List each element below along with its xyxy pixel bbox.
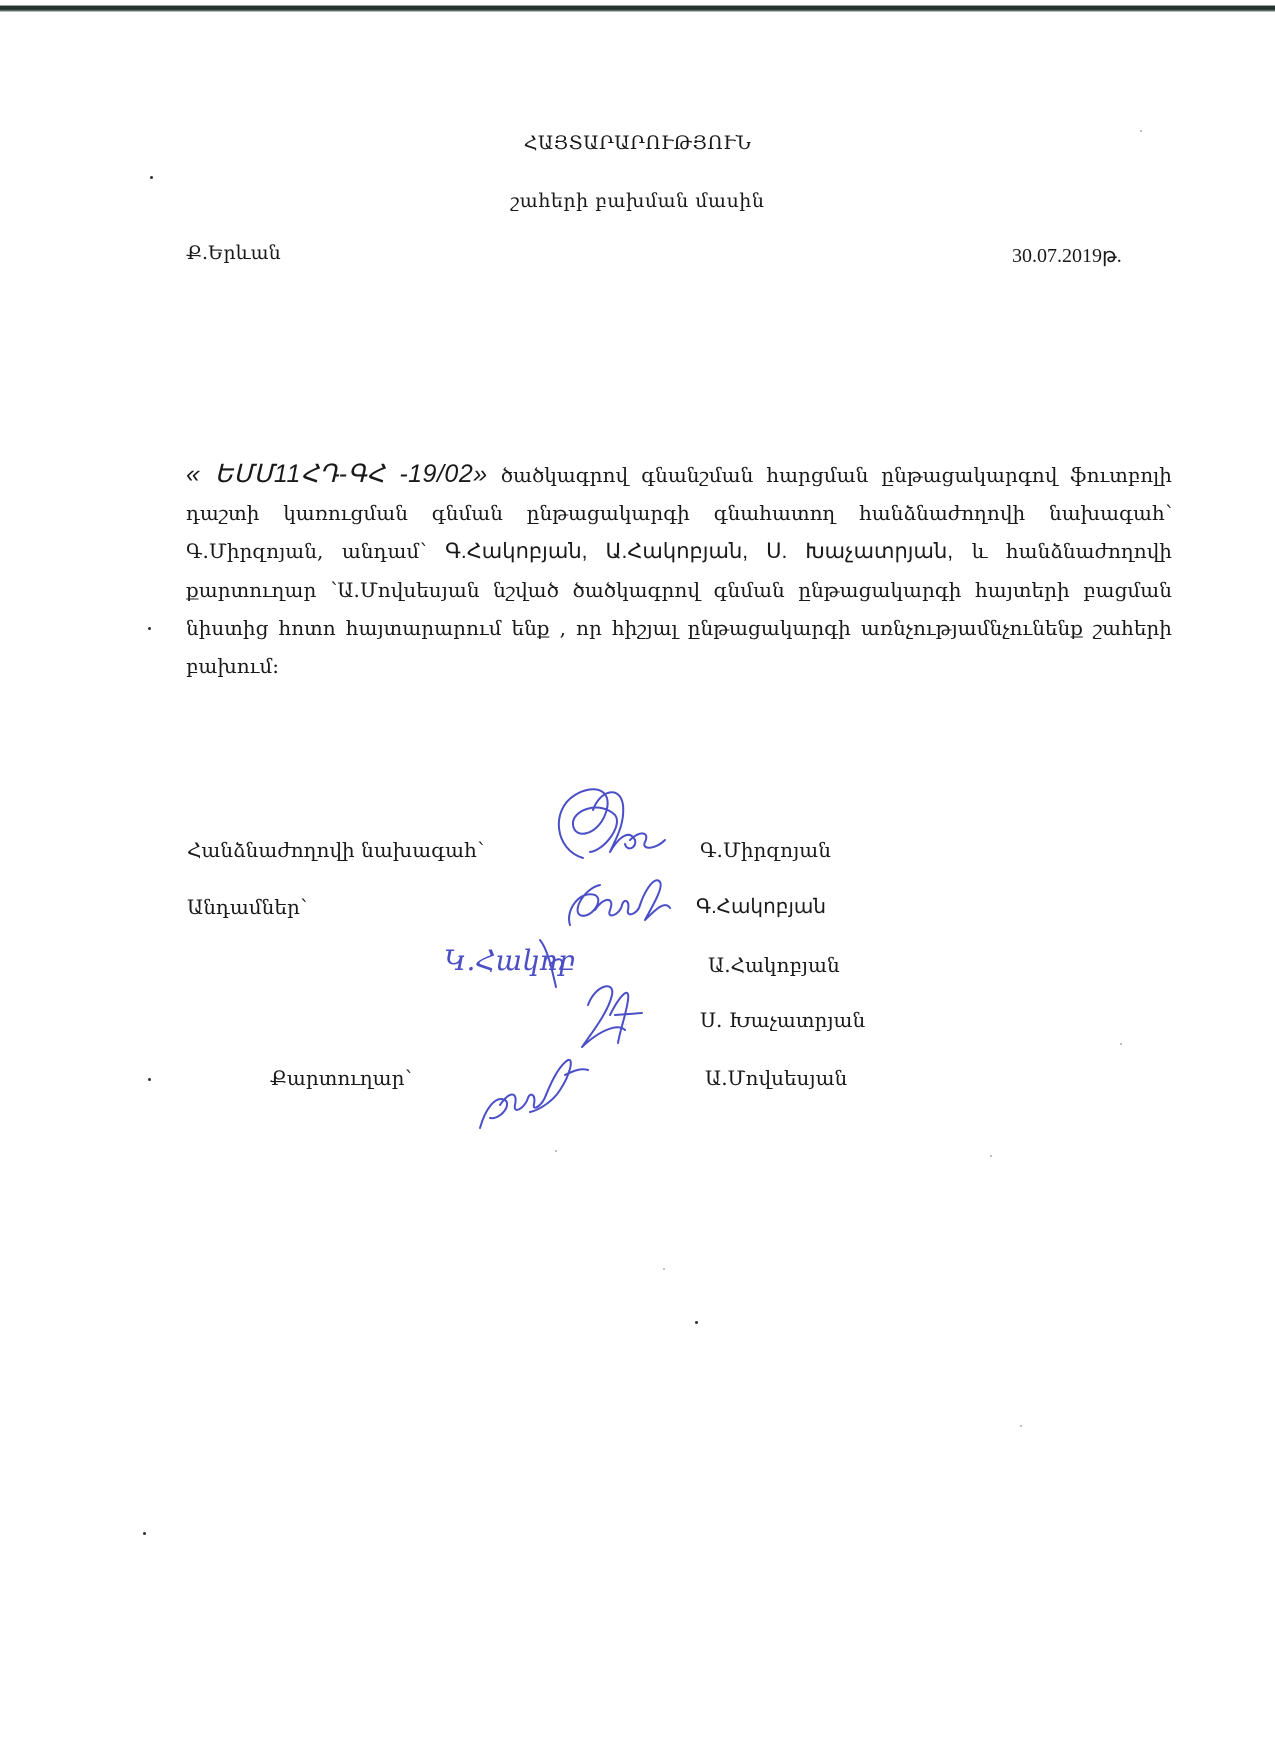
member2-name: Ա.Հակոբյան <box>708 953 840 977</box>
tender-code: ԵՄՄ11ՀԴ-ԳՀ -19/02 <box>214 460 474 488</box>
members-label: Անդամներ՝ <box>187 895 308 919</box>
scan-speck <box>148 627 151 630</box>
chair-signature <box>545 780 675 875</box>
scan-speck <box>555 1150 557 1152</box>
document-subtitle: շահերի բախման մասին <box>510 190 765 212</box>
secretary-signature <box>470 1050 600 1135</box>
scan-speck <box>1020 1425 1022 1427</box>
member2-signature <box>440 925 575 995</box>
chair-name: Գ.Միրզոյան <box>700 838 831 862</box>
scan-speck <box>990 1155 992 1157</box>
member3-signature <box>570 975 650 1055</box>
document-date: 30.07.2019թ. <box>1012 245 1122 267</box>
tender-code-close-quote: » <box>473 460 488 488</box>
member1-name: Գ.Հակոբյան <box>696 896 827 918</box>
document-title: ՀԱՅՏԱՐԱՐՈՒԹՅՈՒՆ <box>523 132 752 154</box>
member3-name: Ս. Խաչատրյան <box>700 1008 866 1032</box>
scan-top-edge <box>0 0 1275 12</box>
member1-signature <box>560 870 675 935</box>
scan-speck <box>143 1532 146 1535</box>
declaration-members: Գ.Հակոբյան, Ա.Հակոբյան, Ս. Խաչատրյան, <box>445 540 954 563</box>
document-place: Ք.Երևան <box>186 242 281 264</box>
declaration-body <box>186 455 1172 685</box>
declaration-text-part2: և հանձնաժողովի քարտուղար ՝Ա.Մովսեսյան նշված ծածկագրով գնման ընթացակարգի հայտերի բացման նիստից հոտո հայտարարում ենք , որ հիշյալ ընթացակարգի առնչությամնչունենք շահերի բախում: <box>186 539 1172 678</box>
scan-speck <box>148 1078 151 1081</box>
chair-label: Հանձնաժողովի նախագահ՝ <box>187 838 485 862</box>
secretary-label: Քարտուղար՝ <box>270 1066 412 1090</box>
declaration-text-part1: ծածկագրով գնանշման հարցման ընթացակարգով ֆուտբոլի դաշտի կառուցման գնման ընթացակարգի գնահատող հանձնաժողովի նախագահ՝ Գ.Միրզոյան, անդամ՝ <box>186 463 1172 563</box>
scan-speck <box>1140 130 1142 132</box>
scan-speck <box>695 1321 698 1324</box>
scan-speck <box>1120 1043 1122 1045</box>
secretary-name: Ա.Մովսեսյան <box>705 1066 848 1090</box>
tender-code-open-quote: « <box>186 460 201 488</box>
member2-signature-initials: Կ.Հակոբ <box>444 944 576 977</box>
scan-speck <box>663 1268 665 1270</box>
scan-speck <box>150 176 153 179</box>
